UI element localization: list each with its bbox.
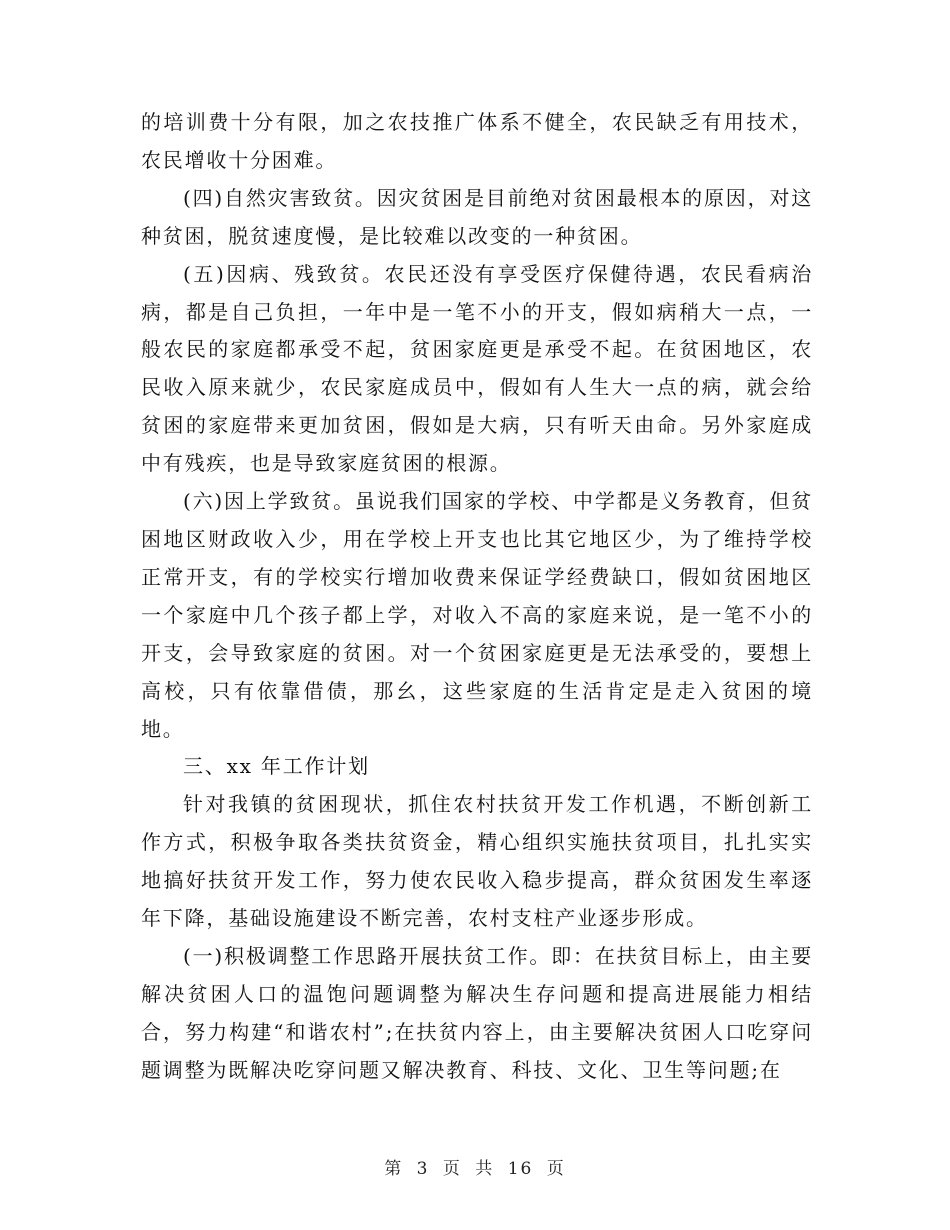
paragraph: (五)因病、残致贫。农民还没有享受医疗保健待遇，农民看病治病，都是自己负担，一年中是一笔不小的开支，假如病稍大一点，一般农民的家庭都承受不起，贫困家庭更是承受不起。在贫困地区，农民收入原来就少，农民家庭成员中，假如有人生大一点的病，就会给贫困的家庭带来更加贫困，假如是大病，只有听天由命。另外家庭成中有残疾，也是导致家庭贫困的根源。 bbox=[141, 261, 813, 476]
paragraph: (一)积极调整工作思路开展扶贫工作。即：在扶贫目标上，由主要解决贫困人口的温饱问题调整为解决生存问题和提高进展能力相结合，努力构建“和谐农村”;在扶贫内容上，由主要解决贫困人口吃穿问题调整为既解决吃穿问题又解决教育、科技、文化、卫生等问题;在 bbox=[141, 943, 813, 1082]
footer-suffix: 页 bbox=[546, 1159, 566, 1179]
paragraph: (四)自然灾害致贫。因灾贫困是目前绝对贫困最根本的原因，对这种贫困，脱贫速度慢，是比较难以改变的一种贫困。 bbox=[141, 185, 813, 248]
footer-prefix: 第 bbox=[384, 1159, 404, 1179]
paragraph: 的培训费十分有限，加之农技推广体系不健全，农民缺乏有用技术，农民增收十分困难。 bbox=[141, 110, 813, 172]
document-body bbox=[141, 104, 813, 1090]
paragraph: (六)因上学致贫。虽说我们国家的学校、中学都是义务教育，但贫困地区财政收入少，用在学校上开支也比其它地区少，为了维持学校正常开支，有的学校实行增加收费来保证学经费缺口，假如贫困地区一个家庭中几个孩子都上学，对收入不高的家庭来说，是一笔不小的开支，会导致家庭的贫困。对一个贫困家庭更是无法承受的，要想上高校，只有依靠借债，那幺，这些家庭的生活肯定是走入贫困的境地。 bbox=[141, 489, 813, 741]
current-page-number: 3 bbox=[416, 1159, 430, 1179]
footer-page-word: 页 bbox=[442, 1159, 462, 1179]
total-pages-number: 16 bbox=[507, 1159, 534, 1179]
page-footer bbox=[0, 1154, 950, 1179]
footer-total-word: 共 bbox=[475, 1159, 495, 1179]
section-heading: 三、xx 年工作计划 bbox=[183, 754, 370, 779]
paragraph: 针对我镇的贫困现状，抓住农村扶贫开发工作机遇，不断创新工作方式，积极争取各类扶贫资金，精心组织实施扶贫项目，扎扎实实地搞好扶贫开发工作，努力使农民收入稳步提高，群众贫困发生率逐年下降，基础设施建设不断完善，农村支柱产业逐步形成。 bbox=[141, 792, 813, 931]
